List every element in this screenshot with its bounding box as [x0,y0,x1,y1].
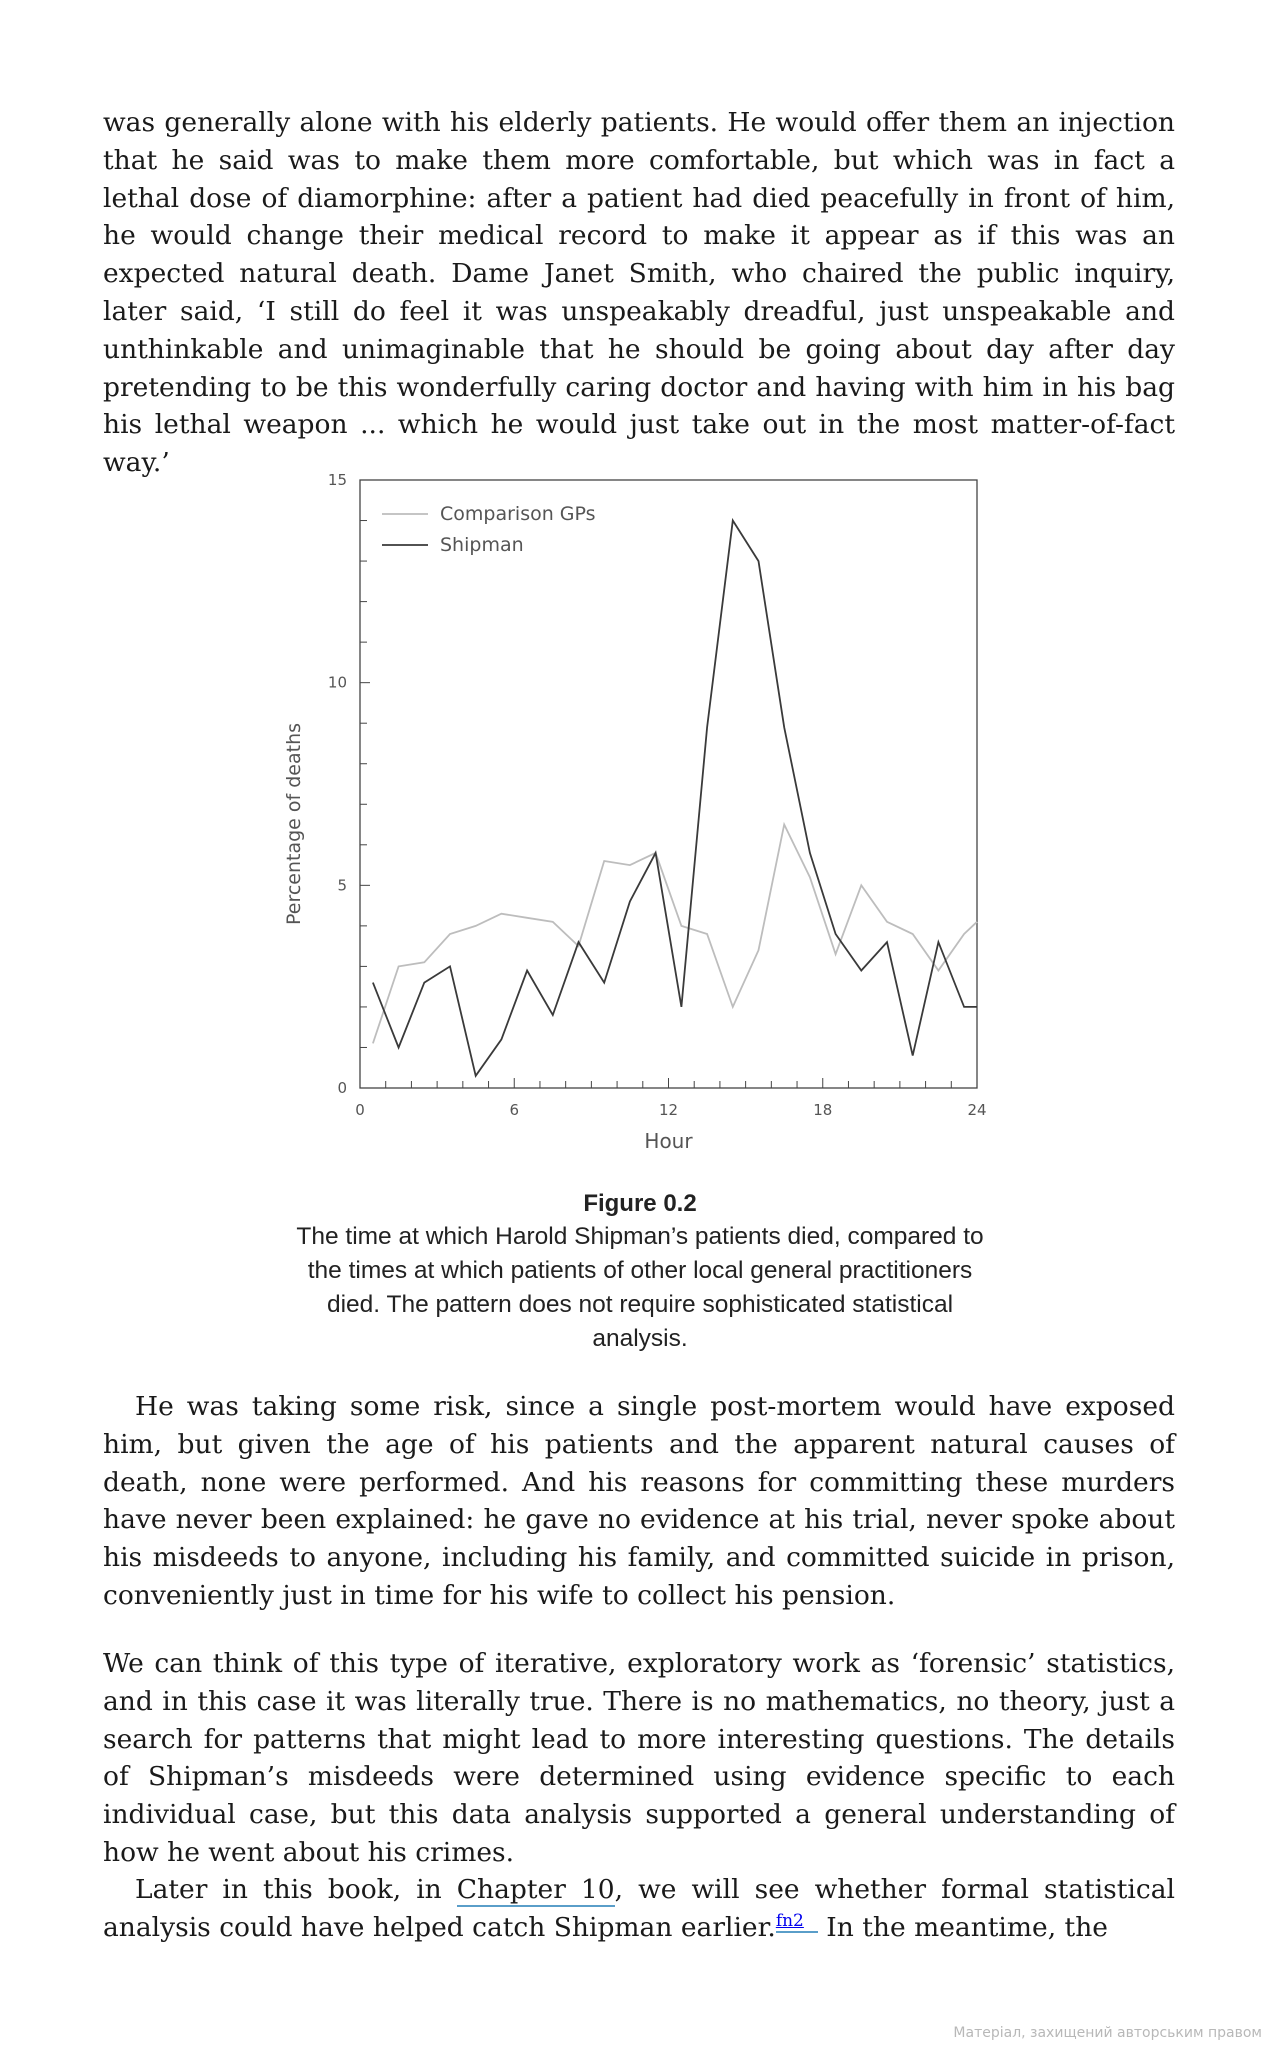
x-axis-label: Hour [644,1129,693,1153]
paragraph-4 [103,1871,1175,1947]
paragraph-2: He was taking some risk, since a single post-mortem would have exposed him, but given the age of his patients and the apparent natural causes of death, none were performed. And his reasons for committing these murders have never been explained: he gave no evidence at his trial, never spoke about his misdeeds to anyone, including his family, and committed suicide in prison, conveniently just in time for his wife to collect his pension. [103,1391,1175,1611]
x-tick-label: 0 [355,1101,365,1119]
y-axis-label: Percentage of deaths [283,722,305,926]
x-tick-label: 18 [813,1101,833,1119]
paragraph-1: was generally alone with his elderly patients. He would offer them an injection that he said was to make them more comfortable, but which was in fact a lethal dose of diamorphine: after a patient had died peacefully in front of him, he would change their medical record to make it appear as if this was an expected natural death. Dame Janet Smith, who chaired the public inquiry, later said, ‘I still do feel it was unspeakably dreadful, just unspeakable and unthinkable and unimaginable that he should be going about day after day pretending to be this wonderfully caring doctor and having with him in his bag his lethal weapon ... which he would just take out in the most matter-of-fact way.’ [103,107,1175,479]
figure-0-2 [280,465,1000,1170]
paragraph-3: We can think of this type of iterative, exploratory work as ‘forensic’ statistics, and in this case it was literally true. There is no mathematics, no theory, just a search for patterns that might lead to more interesting questions. The details of Shipman’s misdeeds were determined using evidence specific to each individual case, but this data analysis supported a general understanding of how he went about his crimes. [103,1648,1175,1868]
y-tick-label: 0 [337,1079,347,1097]
series-line-shipman [373,521,977,1076]
x-tick-label: 6 [509,1101,520,1119]
x-tick-label: 12 [658,1101,679,1119]
paragraph-4-text-end: In the meantime, the [817,1911,1108,1943]
footnote-fn2-link[interactable]: fn2 [776,1911,818,1933]
legend-label-comparison-gps: Comparison GPs [440,503,596,525]
y-tick-label: 15 [327,471,347,489]
x-tick-label: 24 [967,1101,987,1119]
figure-caption-title: Figure 0.2 [583,1190,697,1217]
paragraph-4-text-middle: , we will see whether formal statistical analysis could have helped catch Shipman earlier. [103,1874,1175,1943]
figure-caption-text: The time at which Harold Shipman’s patients died, compared to the times at which patients of other local general practitioners died. The pattern does not require sophisticated statistical analysis. [296,1223,984,1352]
paragraph-4-text-start: Later in this book, in [135,1874,457,1905]
deaths-by-hour-chart [280,465,1000,1170]
series-line-comparison-gps [373,825,977,1044]
chapter-10-link[interactable]: Chapter 10 [456,1874,615,1905]
y-tick-label: 5 [337,876,347,895]
copyright-watermark: Матеріал, захищений авторським правом [953,2025,1262,2041]
figure-caption [280,1188,1000,1356]
plot-frame [360,480,977,1088]
legend-label-shipman: Shipman [440,534,524,556]
y-tick-label: 10 [327,673,347,692]
